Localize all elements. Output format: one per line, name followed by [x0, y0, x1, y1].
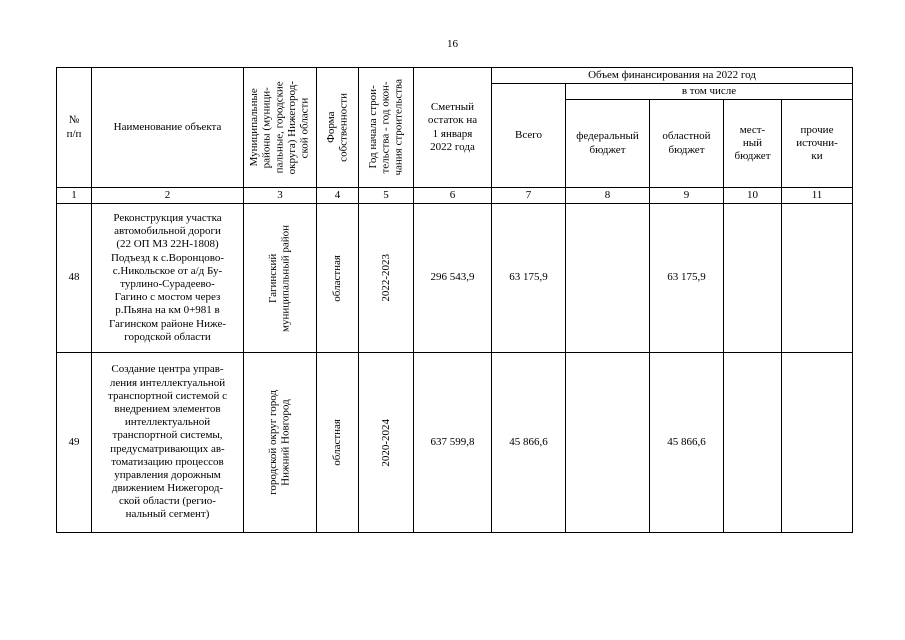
total-cell: 63 175,9 — [492, 204, 566, 353]
header-ownership: Форма собственности — [317, 68, 359, 188]
table-row — [57, 204, 853, 353]
column-number: 5 — [359, 188, 414, 204]
local-cell — [724, 353, 782, 533]
row-num: 49 — [57, 353, 92, 533]
object-name-cell: Реконструкция участка автомобильной дороги (22 ОП МЗ 22Н-1808) Подъезд к с.Воронцово- с.Никольское от а/д Бу- турлино-Сурадеево- Гагино с мостом через р.Пьяна на км 0+981 в Гагинском районе Ниже- городской области — [92, 204, 244, 353]
header-years: Год начала строи- тельства - год окон- чания строительства — [359, 68, 414, 188]
header-including: в том числе — [566, 84, 853, 100]
ownership-cell: областная — [317, 353, 359, 533]
other-cell — [782, 353, 853, 533]
header-regional: областной бюджет — [650, 100, 724, 188]
total-cell: 45 866,6 — [492, 353, 566, 533]
column-number: 10 — [724, 188, 782, 204]
page-number: 16 — [447, 38, 458, 50]
federal-cell — [566, 204, 650, 353]
column-number: 2 — [92, 188, 244, 204]
row-num: 48 — [57, 204, 92, 353]
column-number: 1 — [57, 188, 92, 204]
header-municipal: Муниципальные районы (муници- пальные, городские округа) Нижегород- ской области — [244, 68, 317, 188]
column-number: 4 — [317, 188, 359, 204]
regional-cell: 45 866,6 — [650, 353, 724, 533]
federal-cell — [566, 353, 650, 533]
object-name-cell: Создание центра управ- ления интеллектуальной транспортной системой с внедрением элементов интеллектуальной транспортной системы, предусматривающих ав- томатизацию процессов управления дорожным движением Нижегород- ской области (регио- нальный сегмент) — [92, 353, 244, 533]
header-num: № п/п — [57, 68, 92, 188]
column-numbers-row — [57, 188, 853, 204]
municipal-cell: городской округ город Нижний Новгород — [244, 353, 317, 533]
column-number: 11 — [782, 188, 853, 204]
header-estimate: Сметный остаток на 1 января 2022 года — [414, 68, 492, 188]
column-number: 3 — [244, 188, 317, 204]
local-cell — [724, 204, 782, 353]
column-number: 8 — [566, 188, 650, 204]
header-row-1 — [57, 68, 853, 84]
column-number: 6 — [414, 188, 492, 204]
header-object-name: Наименование объекта — [92, 68, 244, 188]
table-row — [57, 353, 853, 533]
column-number: 9 — [650, 188, 724, 204]
header-other: прочие источни- ки — [782, 100, 853, 188]
column-number: 7 — [492, 188, 566, 204]
financing-table — [56, 67, 853, 533]
years-cell: 2020-2024 — [359, 353, 414, 533]
municipal-cell: Гагинский муниципальный район — [244, 204, 317, 353]
regional-cell: 63 175,9 — [650, 204, 724, 353]
other-cell — [782, 204, 853, 353]
years-cell: 2022-2023 — [359, 204, 414, 353]
ownership-cell: областная — [317, 204, 359, 353]
estimate-cell: 296 543,9 — [414, 204, 492, 353]
header-total: Всего — [492, 84, 566, 188]
header-local: мест- ный бюджет — [724, 100, 782, 188]
header-federal: федеральный бюджет — [566, 100, 650, 188]
header-funding: Объем финансирования на 2022 год — [492, 68, 853, 84]
estimate-cell: 637 599,8 — [414, 353, 492, 533]
